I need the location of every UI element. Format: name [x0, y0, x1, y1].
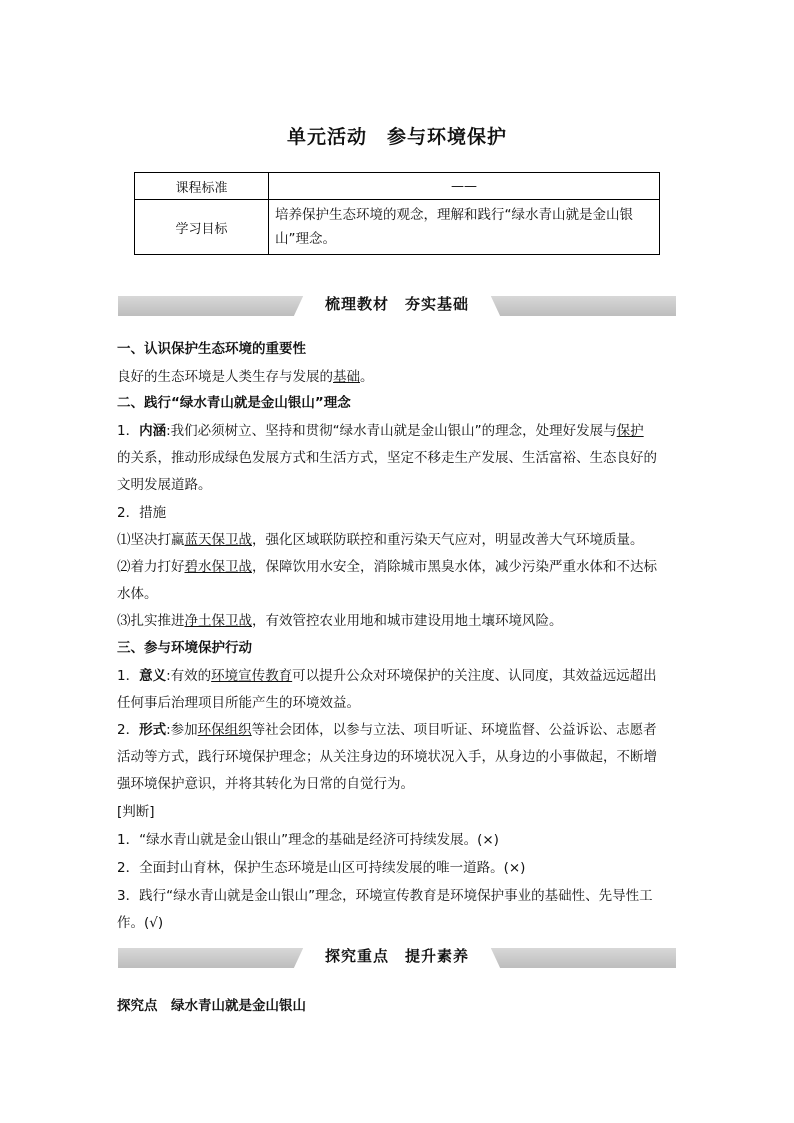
course-standards-table [134, 172, 660, 255]
section-banner-basics [118, 290, 676, 318]
measure-2 [117, 555, 677, 575]
keyword: 意义 [139, 668, 167, 684]
text: :我们必须树立、坚持和贯彻“绿水青山就是金山银山”的理念，处理好发展与 [166, 423, 617, 439]
text: ⑶扎实推进 [117, 613, 185, 629]
text: :参加 [166, 722, 198, 738]
text: 1． [117, 423, 140, 439]
goal-value [269, 200, 660, 255]
paragraph-line: 水体。 [117, 586, 158, 602]
underlined-term: 环境宣传教育 [211, 668, 293, 684]
paragraph-line: 文明发展道路。 [117, 477, 212, 493]
keyword: 内涵 [139, 423, 167, 439]
paragraph-line: 任何事后治理项目所能产生的环境效益。 [117, 695, 360, 711]
paragraph-line: 强环境保护意识，并将其转化为日常的自觉行为。 [117, 776, 414, 792]
heading-2: 二、践行“绿水青山就是金山银山”理念 [117, 395, 351, 411]
banner-title: 探究重点 提升素养 [324, 947, 469, 965]
goal-line-1: 培养保护生态环境的观念，理解和践行“绿水青山就是金山银 [275, 207, 633, 223]
judge-item-2: 2．全面封山育林，保护生态环境是山区可持续发展的唯一道路。(×) [117, 860, 526, 876]
heading-3: 2．措施 [117, 505, 167, 521]
text: :有效的 [166, 668, 212, 684]
table-row [135, 200, 660, 255]
standard-dash: —— [451, 178, 477, 194]
text: 良好的生态环境是人类生存与发展的 [117, 369, 333, 385]
underlined-term: 碧水保卫战 [184, 559, 252, 575]
text: 。 [360, 369, 374, 385]
measure-1 [117, 528, 677, 548]
underlined-term: 蓝天保卫战 [184, 532, 252, 548]
paragraph [117, 365, 677, 385]
paragraph [117, 419, 677, 439]
page-title: 单元活动 参与环境保护 [286, 126, 507, 148]
text: 1． [117, 668, 140, 684]
underlined-term: 基础 [333, 369, 360, 385]
text: 等社会团体，以参与立法、项目听证、环境监督、公益诉讼、志愿者 [251, 722, 657, 738]
banner-title: 梳理教材 夯实基础 [324, 295, 469, 313]
judge-item-3-cont: 作。(√) [117, 915, 164, 931]
underlined-term: 保护 [616, 423, 644, 439]
goal-line-2: 山”理念。 [275, 231, 336, 247]
text: ，强化区域联防联控和重污染天气应对，明显改善大气环境质量。 [252, 532, 644, 548]
table-row [135, 173, 660, 200]
text: 可以提升公众对环境保护的关注度、认同度，其效益远远超出 [292, 668, 657, 684]
paragraph [117, 718, 677, 738]
heading-1: 一、认识保护生态环境的重要性 [117, 341, 306, 357]
underlined-term: 净土保卫战 [184, 613, 252, 629]
keyword: 形式 [139, 722, 167, 738]
text: ，有效管控农业用地和城市建设用地土壤环境风险。 [252, 613, 563, 629]
judge-item-3: 3．践行“绿水青山就是金山银山”理念，环境宣传教育是环境保护事业的基础性、先导性工 [117, 888, 653, 904]
judge-label: [判断] [117, 804, 155, 820]
heading-4: 三、参与环境保护行动 [117, 640, 252, 656]
explore-point: 探究点 绿水青山就是金山银山 [117, 998, 306, 1014]
standard-label: 课程标准 [135, 173, 269, 200]
text: ⑵着力打好 [117, 559, 185, 575]
judge-item-1: 1．“绿水青山就是金山银山”理念的基础是经济可持续发展。(×) [117, 832, 499, 848]
paragraph [117, 664, 677, 684]
goal-label: 学习目标 [135, 200, 269, 255]
standard-value [269, 173, 660, 200]
measure-3 [117, 609, 677, 629]
text: 2． [117, 722, 140, 738]
text: ，保障饮用水安全，消除城市黑臭水体，减少污染严重水体和不达标 [252, 559, 657, 575]
text: ⑴坚决打赢 [117, 532, 185, 548]
underlined-term: 环保组织 [197, 722, 252, 738]
section-banner-explore [118, 942, 676, 970]
paragraph-line: 活动等方式，践行环境保护理念；从关注身边的环境状况入手，从身边的小事做起，不断增 [117, 749, 657, 765]
paragraph-line: 的关系，推动形成绿色发展方式和生活方式，坚定不移走生产发展、生活富裕、生态良好的 [117, 450, 657, 466]
